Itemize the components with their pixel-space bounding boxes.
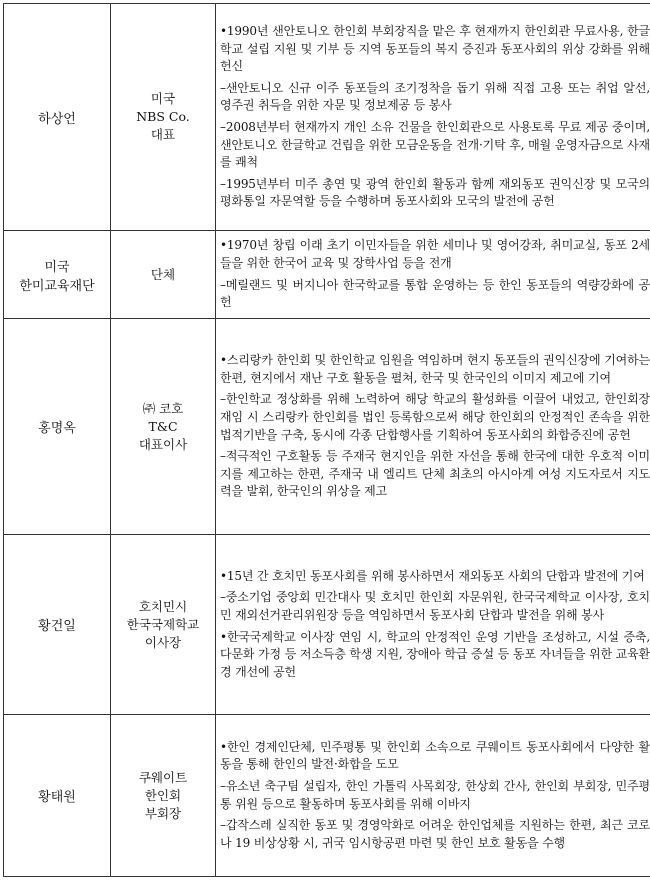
merit-paragraph: –적극적인 구호활동 등 주재국 현지인을 위한 자선을 통해 한국에 대한 우호적 이미지를 제고하는 한편, 주재국 내 엘리트 단체 최초의 아시아계 여성 지도자로서 지도력을 발휘, 한국인의 위상을 제고: [220, 449, 650, 499]
table-row: [4, 231, 650, 319]
table-row: [4, 715, 650, 877]
table-row: [4, 319, 650, 535]
recipient-name: 황건일: [4, 535, 111, 715]
award-table: [3, 3, 650, 877]
org-line: 쿠웨이트: [138, 769, 188, 785]
recipient-name: 하상언: [4, 4, 111, 231]
org-line: 미국: [150, 91, 176, 106]
recipient-organization: [111, 535, 216, 715]
org-line: 대표: [150, 127, 176, 142]
org-line: 호치민시: [138, 598, 188, 614]
org-line: NBS Co.: [136, 109, 190, 124]
merit-paragraph: –샌안토니오 신규 이주 동포들의 조기정착을 돕기 위해 직접 고용 또는 취업 알선, 영주권 취득을 위한 자문 및 정보제공 등 봉사: [220, 80, 650, 113]
recipient-organization: [111, 715, 216, 877]
merit-paragraph: –한인학교 정상화를 위해 노력하여 해당 학교의 활성화를 이끌어 내었고, 한인회장 재임 시 스리랑카 한인회를 법인 등록함으로써 해당 한인회의 안정적인 존속을 위한 법적기반을 구축, 동시에 각종 단합행사를 기획하여 동포사회의 화합증진에 공헌: [220, 392, 650, 442]
org-line: 한인회: [144, 787, 182, 803]
org-line: 대표이사: [138, 436, 188, 452]
merit-description: [216, 4, 650, 231]
merit-description: [216, 715, 650, 877]
org-line: 단체: [150, 266, 176, 282]
merit-paragraph: •스리랑카 한인회 및 한인학교 임원을 역임하며 현지 동포들의 권익신장에 기여하는 한편, 현지에서 재난 구호 활동을 펼쳐, 한국 및 한국인의 이미지 제고에 기여: [220, 353, 650, 385]
recipient-name: [4, 231, 111, 319]
table-row: [4, 535, 650, 715]
name-line: 미국: [44, 259, 70, 275]
recipient-organization: [111, 4, 216, 231]
merit-paragraph: –1995년부터 미주 총연 및 광역 한인회 활동과 함께 재외동포 권익신장 및 모국의 평화통일 자문역할 등을 수행하며 동포사회와 모국의 발전에 공헌: [220, 176, 650, 209]
recipient-name: 황태원: [4, 715, 111, 877]
recipient-name: 홍명옥: [4, 319, 111, 535]
org-line: 부회장: [144, 805, 182, 821]
merit-paragraph: –중소기업 중앙회 민간대사 및 호치민 한인회 자문위원, 한국국제학교 이사장, 호치민 재외선거관리위원장 등을 역임하면서 동포사회 단합과 발전을 위해 봉사: [220, 590, 650, 622]
award-table-container: [3, 3, 650, 877]
merit-description: [216, 231, 650, 319]
table-row: [4, 4, 650, 231]
merit-paragraph: •1970년 창립 이래 초기 이민자들을 위한 세미나 및 영어강좌, 취미교실, 동포 2세들을 위한 한국어 교육 및 장학사업 등을 전개: [220, 238, 650, 270]
merit-paragraph: •한국국제학교 이사장 연임 시, 학교의 안정적인 운영 기반을 조성하고, 시설 증축, 다문화 가정 등 저소득층 학생 지원, 장애아 학급 증설 등 동포 자녀들을 위한 교육환경 개선에 공헌: [220, 629, 650, 679]
org-line: 한국국제학교: [126, 616, 200, 632]
merit-paragraph: –갑작스레 실직한 동포 및 경영악화로 어려운 한인업체를 지원하는 한편, 최근 코로나 19 비상상황 시, 귀국 임시항공편 마련 및 한인 보호 활동을 수행: [220, 818, 650, 850]
merit-paragraph: •1990년 샌안토니오 한인회 부회장직을 맡은 후 현재까지 한인회관 무료사용, 한글학교 설립 지원 및 기부 등 지역 동포들의 복지 증진과 동포사회의 위상 강화를 위해 헌신: [220, 24, 650, 74]
merit-paragraph: •한인 경제인단체, 민주평통 및 한인회 소속으로 쿠웨이트 동포사회에서 다양한 활동을 통해 한인의 발전·화합을 도모: [220, 739, 650, 772]
org-line: T&C: [148, 418, 178, 434]
merit-description: [216, 535, 650, 715]
merit-paragraph: •15년 간 호치민 동포사회를 위해 봉사하면서 재외동포 사회의 단합과 발전에 기여: [220, 568, 645, 583]
merit-paragraph: –유소년 축구팀 설립자, 한인 가톨릭 사목회장, 한상회 간사, 한인회 부회장, 민주평통 위원 등으로 활동하며 동포사회를 위해 이바지: [220, 778, 650, 811]
merit-paragraph: –2008년부터 현재까지 개인 소유 건물을 한인회관으로 사용토록 무료 제공 중이며, 샌안토니오 한글학교 건립을 위한 모금운동을 전개·기탁 후, 매월 운영자금으로 사재를 쾌척: [220, 120, 650, 170]
merit-description: [216, 319, 650, 535]
org-line: 이사장: [144, 634, 182, 650]
merit-paragraph: –메릴랜드 및 버지니아 한국학교를 통합 운영하는 등 한인 동포들의 역량강화에 공헌: [220, 277, 650, 310]
name-line: 한미교육재단: [19, 278, 95, 294]
recipient-organization: [111, 319, 216, 535]
org-line: ㈜ 코호: [142, 400, 184, 416]
recipient-organization: [111, 231, 216, 319]
